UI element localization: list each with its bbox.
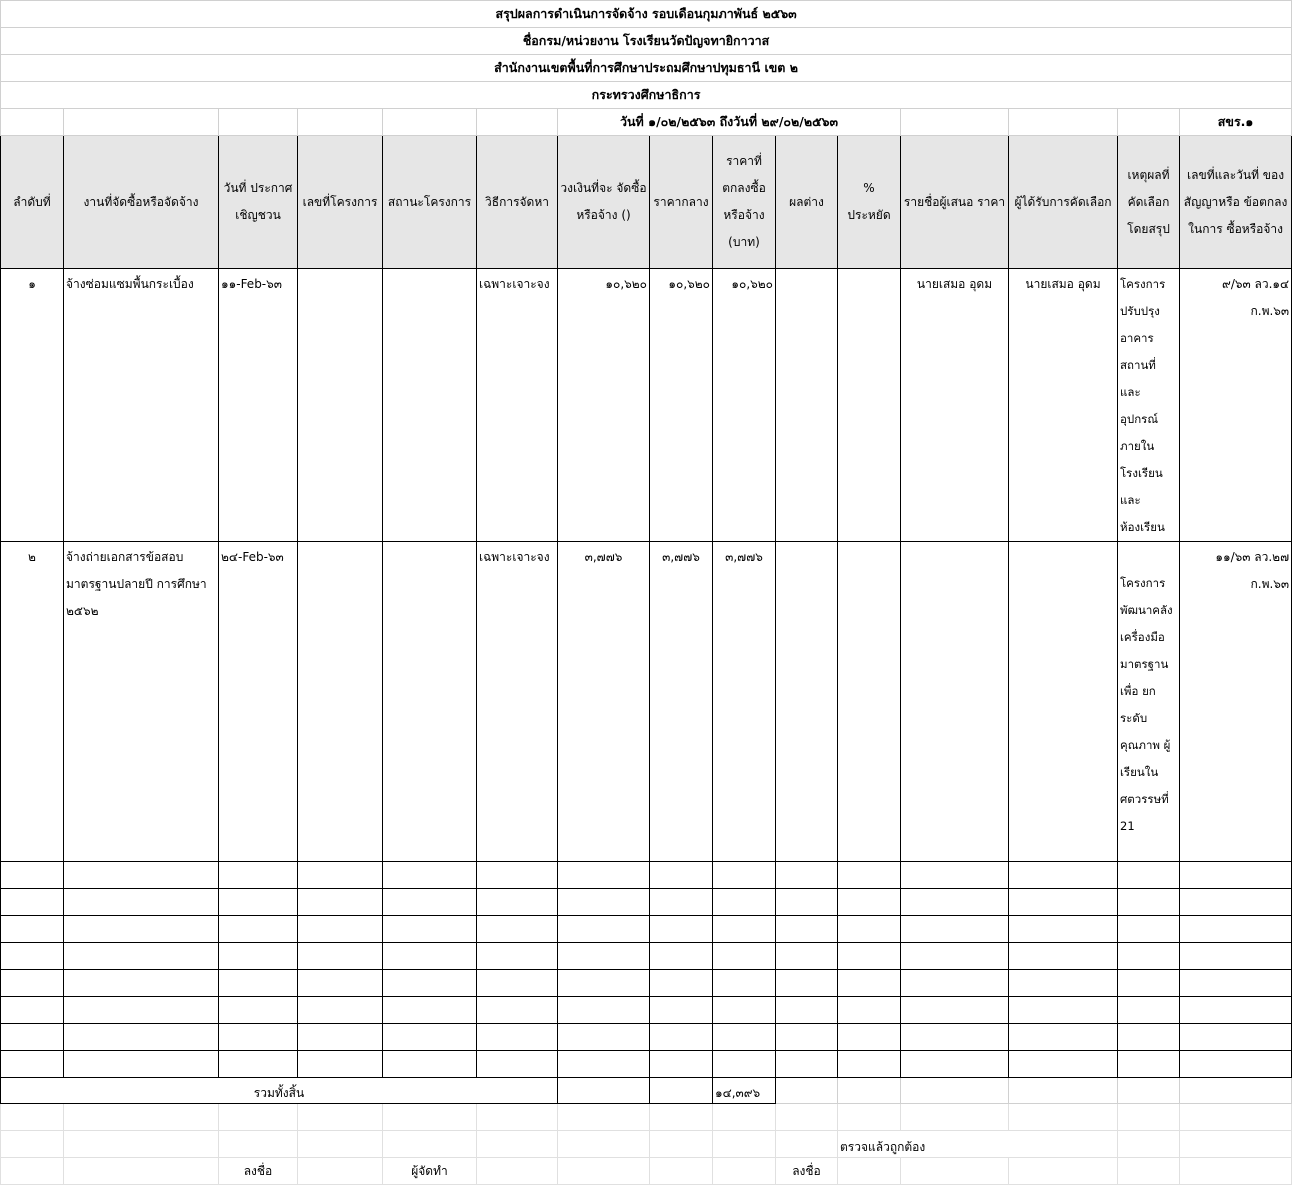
row1-reason: โครงการ ปรับปรุง อาคาร สถานที่ และ อุปกรณ์ ภายใน โรงเรียน และ ห้องเรียน: [1118, 269, 1180, 542]
row1-no: ๑: [1, 269, 64, 542]
total-amount: ๑๔,๓๙๖: [713, 1078, 776, 1104]
row1-work: จ้างซ่อมแซมพื้นกระเบื้อง: [64, 269, 219, 542]
header-median-price: ราคากลาง: [650, 136, 713, 269]
table-row: [1, 916, 1292, 943]
ministry: กระทรวงศึกษาธิการ: [1, 82, 1292, 109]
total-label: รวมทั้งสิ้น: [1, 1078, 558, 1104]
header-project-no: เลขที่โครงการ: [298, 136, 383, 269]
header-saving: % ประหยัด: [838, 136, 901, 269]
sign-label-1: ลงชื่อ: [219, 1158, 298, 1185]
row2-status: [383, 542, 477, 862]
header-no: ลำดับที่: [1, 136, 64, 269]
row2-difference: [776, 542, 838, 862]
row1-saving: [838, 269, 901, 542]
table-row: [1, 889, 1292, 916]
form-code: สขร.๑: [1180, 109, 1292, 136]
row2-agreed-price: ๓,๗๗๖: [713, 542, 776, 862]
header-bidder: รายชื่อผู้เสนอ ราคา: [901, 136, 1009, 269]
header-work: งานที่จัดซื้อหรือจัดจ้าง: [64, 136, 219, 269]
row2-median-price: ๓,๗๗๖: [650, 542, 713, 862]
row1-bidder: นายเสมอ อุดม: [901, 269, 1009, 542]
row2-announce-date: ๒๔-Feb-๖๓: [219, 542, 298, 862]
agency-name: ชื่อกรม/หน่วยงาน โรงเรียนวัดปัญจทายิกาวาส: [1, 28, 1292, 55]
row1-selected: นายเสมอ อุดม: [1009, 269, 1118, 542]
area-office: สำนักงานเขตพื้นที่การศึกษาประถมศึกษาปทุมธานี เขต ๒: [1, 55, 1292, 82]
row2-contract: ๑๑/๖๓ ลว.๒๗ ก.พ.๖๓: [1180, 542, 1292, 862]
report-title: สรุปผลการดำเนินการจัดจ้าง รอบเดือนกุมภาพันธ์ ๒๕๖๓: [1, 1, 1292, 28]
row1-difference: [776, 269, 838, 542]
row2-method: เฉพาะเจาะจง: [477, 542, 558, 862]
table-row: [1, 862, 1292, 889]
header-budget: วงเงินที่จะ จัดซื้อหรือจ้าง (): [558, 136, 650, 269]
checked-label: ตรวจแล้วถูกต้อง: [838, 1131, 1118, 1158]
header-selected: ผู้ได้รับการคัดเลือก: [1009, 136, 1118, 269]
row2-budget: ๓,๗๗๖: [558, 542, 650, 862]
row2-project-no: [298, 542, 383, 862]
table-row: [1, 1051, 1292, 1078]
header-method: วิธีการจัดหา: [477, 136, 558, 269]
row1-contract: ๙/๖๓ ลว.๑๔ ก.พ.๖๓: [1180, 269, 1292, 542]
row1-status: [383, 269, 477, 542]
row2-selected: [1009, 542, 1118, 862]
row1-budget: ๑๐,๖๒๐: [558, 269, 650, 542]
preparer-label: ผู้จัดทำ: [383, 1158, 477, 1185]
header-announce-date: วันที่ ประกาศ เชิญชวน: [219, 136, 298, 269]
row1-method: เฉพาะเจาะจง: [477, 269, 558, 542]
table-row: [1, 997, 1292, 1024]
date-range: วันที่ ๑/๐๒/๒๕๖๓ ถึงวันที่ ๒๙/๐๒/๒๕๖๓: [558, 109, 901, 136]
row1-project-no: [298, 269, 383, 542]
table-row: [1, 1024, 1292, 1051]
sign-label-2: ลงชื่อ: [776, 1158, 838, 1185]
table-row: [1, 943, 1292, 970]
row2-no: ๒: [1, 542, 64, 862]
row1-announce-date: ๑๑-Feb-๖๓: [219, 269, 298, 542]
header-contract: เลขที่และวันที่ ของสัญญาหรือ ข้อตกลงในการ ซื้อหรือจ้าง: [1180, 136, 1292, 269]
table-row: [1, 970, 1292, 997]
header-status: สถานะโครงการ: [383, 136, 477, 269]
row2-saving: [838, 542, 901, 862]
row1-agreed-price: ๑๐,๖๒๐: [713, 269, 776, 542]
header-agreed-price: ราคาที่ ตกลงซื้อ หรือจ้าง (บาท): [713, 136, 776, 269]
row1-median-price: ๑๐,๖๒๐: [650, 269, 713, 542]
row2-bidder: [901, 542, 1009, 862]
row2-work: จ้างถ่ายเอกสารข้อสอบ มาตรฐานปลายปี การศึกษา ๒๕๖๒: [64, 542, 219, 862]
header-difference: ผลต่าง: [776, 136, 838, 269]
header-reason: เหตุผลที่ คัดเลือก โดยสรุป: [1118, 136, 1180, 269]
row2-reason: โครงการ พัฒนาคลัง เครื่องมือ มาตรฐาน เพื่อ ยกระดับ คุณภาพ ผู้เรียนใน ศตวรรษที่ 21: [1118, 542, 1180, 862]
